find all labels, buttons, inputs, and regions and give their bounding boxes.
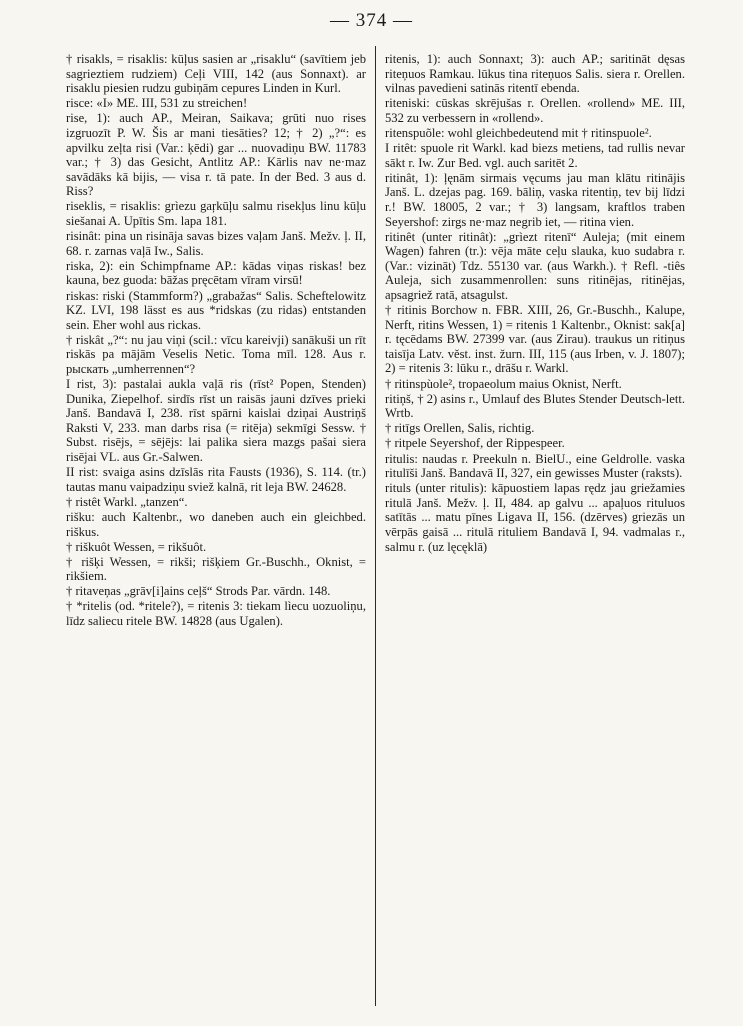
dictionary-entry: † ritinis Borchow n. FBR. XIII, 26, Gr.-Buschh., Kalupe, Nerft, ritins Wessen, 1) = ritenis 1 Kaltenbr., Oknist: sak[a] r. tęcēdams BW. 27399 var. (aus Zirau). traukus un ritiņus taisīja Latv. věst. inst. žurn. III, 115 (aus Irben, v. J. 1807); 2) = ritenis 3: lūku r., drāšu r. Warkl. bbox=[385, 303, 685, 376]
dictionary-entry: † *ritelis (od. *ritele?), = ritenis 3: tiekam lìecu uozuoliņu, līdz saliecu ritele BW. 14828 (aus Ugalen). bbox=[66, 599, 366, 629]
page-number: — 374 — bbox=[330, 10, 413, 31]
dictionary-entry: † riškuôt Wessen, = rikšuôt. bbox=[66, 539, 207, 554]
dictionary-entry: † risakls, = risaklis: kūļus sasien ar „risaklu“ (savītiem jeb sagrieztiem rudziem) Ceļi VIII, 142 (aus Sonnaxt). ar risaklu piesien rudzu gubiņām cepures Linden in Kurl. bbox=[66, 52, 366, 96]
dictionary-entry: riskas: riski (Stammform?) „grabažas“ Salis. Scheftelowitz KZ. LVI, 198 lässt es aus *ridskas (zu ridas) entstanden sein. Eher wohl aus rickas. bbox=[66, 288, 366, 332]
dictionary-entry: † ristêt Warkl. „tanzen“. bbox=[66, 494, 188, 509]
dictionary-entry: † ritīgs Orellen, Salis, richtig. bbox=[385, 421, 535, 436]
dictionary-entry: ritenspuõle: wohl gleichbedeutend mit † ritinspuole². bbox=[385, 125, 652, 140]
dictionary-entry: † ritpele Seyershof, der Rippespeer. bbox=[385, 436, 565, 451]
column-divider bbox=[375, 46, 376, 1006]
dictionary-entry: ritinêt (unter ritinât): „grìezt ritenī“ Auleja; (mit einem Wagen) fahren (tr.): vēja māte ceļu slauka, kuo sudabra r. (Var.: vizināt) Tdz. 55130 var. (aus Warkh.). † Refl. -tiês Auleja, sich zusammenrollen: suns ritinējas, ritinējas, apsagriež ratā, atsagulst. bbox=[385, 229, 685, 302]
dictionary-entry: † ritinspùole², tropaeolum maius Oknist, Nerft. bbox=[385, 376, 622, 391]
dictionary-entry: rise, 1): auch AP., Meiran, Saikava; grūti nuo rises izgruozīt P. W. Šis ar mani tiesāties? 12; † 2) „?“: es apvilku zeļta risi (Var.: ķēdi) gar ... nuovadiņu BW. 11783 var.; † 3) das Gesicht, Antlitz AP.: Kārlis nav ne·maz savādāks kā bijis, — visa r. tā pate. In der Bed. 3 aus d. Riss? bbox=[66, 111, 366, 199]
dictionary-entry: I ritêt: spuole rit Warkl. kad biezs metiens, tad rullis nevar sākt r. Iw. Zur Bed. vgl. auch saritēt 2. bbox=[385, 141, 685, 170]
dictionary-entry: ritulis: naudas r. Preekuln n. BielU., eine Geldrolle. vaska ritulīši Janš. Bandavā II, 327, ein gewisses Muster (raksts). bbox=[385, 451, 685, 481]
dictionary-entry: II rist: svaiga asins dzīslās rita Fausts (1936), S. 114. (tr.) tautas manu vaipadziņu sviež kalnā, rit leja BW. 24628. bbox=[66, 465, 366, 494]
left-column bbox=[66, 52, 366, 629]
dictionary-entry: rituls (unter ritulis): kāpuostiem lapas rędz jau griežamies ritulā Janš. Mežv. ļ. II, 484. ap galvu ... apaļuos rituluos satītās ... matu pīnes Ligava II, 156. (dzērves) griezās un vērpās gaisā ... ritulā rituliem Bandavā I, 94. vadmalas r., salmu r. (uz lęcęklā) bbox=[385, 481, 685, 554]
dictionary-entry: ritinât, 1): ļęnām sirmais vęcums jau man klātu ritinājis Janš. L. dzejas pag. 169. bāliņ, vaska ritentiņ, tev bij līdzi r.! BW. 18005, 2 var.; † 3) langsam, kraftlos traben Seyershof: zirgs ne·maz negrib iet, — ritina vien. bbox=[385, 170, 685, 229]
dictionary-entry: ritiņš, † 2) asins r., Umlauf des Blutes Stender Deutsch-lett. Wrtb. bbox=[385, 391, 685, 421]
dictionary-entry: † rišķi Wessen, = rikši; rišķiem Gr.-Buschh., Oknist, = rikšiem. bbox=[66, 554, 366, 584]
right-column bbox=[385, 52, 685, 555]
dictionary-entry: ritenis, 1): auch Sonnaxt; 3): auch AP.; saritināt dęsas riteņuos Ramkau. lūkus tina riteņuos Salis. siera r. Orellen. vilnas pavedieni satinās ritentī ebenda. bbox=[385, 52, 685, 96]
dictionary-entry: risce: «I» ME. III, 531 zu streichen! bbox=[66, 96, 248, 111]
dictionary-entry: riska, 2): ein Schimpfname AP.: kādas viņas riskas! bez kauna, bez guoda: bāžas pręcētam vīram virsū! bbox=[66, 258, 366, 288]
dictionary-entry: † riskât „?“: nu jau viņi (scil.: vīcu kareivji) sanākuši un rīt riskās pa mājām Veselis Netic. Toma mīl. 128. Aus r. рыскать „umherrennen“? bbox=[66, 332, 366, 376]
dictionary-entry: rišku: auch Kaltenbr., wo daneben auch ein gleichbed. riškus. bbox=[66, 509, 366, 539]
dictionary-entry: riteniski: cūskas skrējušas r. Orellen. «rollend» ME. III, 532 zu verbessern in «rollend». bbox=[385, 96, 685, 125]
dictionary-entry: riseklis, = risaklis: grìezu gaŗkūļu salmu risekļus linu kūļu siešanai A. Upītis Sm. lapa 181. bbox=[66, 199, 366, 229]
dictionary-entry: † ritaveņas „grāv[i]ains ceļš“ Strods Par. vārdn. 148. bbox=[66, 584, 331, 599]
dictionary-entry: risinât: pina un risināja savas bizes vaļam Janš. Mežv. ļ. II, 68. r. zarnas vaļā Iw., Salis. bbox=[66, 229, 366, 258]
dictionary-entry: I rist, 3): pastalai aukla vaļā ris (rīst² Popen, Stenden) Dunika, Ziepelhof. sirdīs rīst un raisās jauni dzīves prieki Janš. Bandavā I, 238. rīst spārni kaislai dziņai Austriņš Raksti V, 233. man darbs risa (= ritēja) sekmīgi Sessw. † Subst. risējs, = sējējs: lai palika siera mazgs pašai siera risējai VL. aus Gr.-Salwen. bbox=[66, 377, 366, 465]
